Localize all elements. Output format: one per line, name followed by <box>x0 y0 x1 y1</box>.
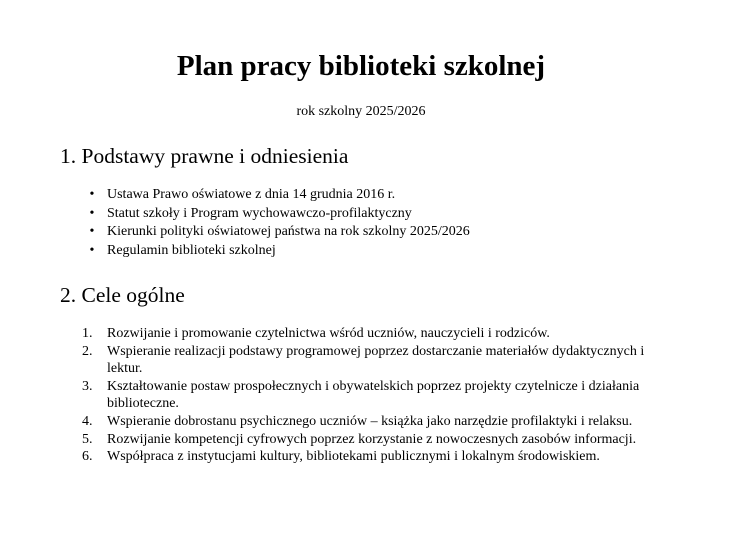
bullet-icon: • <box>89 242 95 258</box>
item-number: 5. <box>82 431 93 447</box>
list-item <box>89 242 470 261</box>
list-item-text: Wspieranie dobrostanu psychicznego uczniów – książka jako narzędzie profilaktyki i relaksu. <box>107 413 633 429</box>
bullet-icon: • <box>89 224 95 239</box>
list-item <box>89 205 470 224</box>
general-goals-list <box>82 325 667 466</box>
item-number: 4. <box>82 413 93 429</box>
list-item-text: Ustawa Prawo oświatowe z dnia 14 grudnia 2016 r. <box>107 187 396 202</box>
list-item <box>89 223 470 242</box>
bullet-icon: • <box>89 205 95 221</box>
item-number: 1. <box>82 326 93 341</box>
section-title: Cele ogólne <box>81 283 185 307</box>
list-item-text: Wspieranie realizacji podstawy programowej poprzez dostarczanie materiałów dydaktycznych i lektur. <box>107 343 645 377</box>
list-item-text: Rozwijanie i promowanie czytelnictwa wśród uczniów, nauczycieli i rodziców. <box>107 326 550 341</box>
list-item <box>82 325 667 343</box>
document-title: Plan pracy biblioteki szkolnej <box>176 50 546 82</box>
list-item <box>82 343 667 378</box>
list-item-text: Rozwijanie kompetencji cyfrowych poprzez korzystanie z nowoczesnych zasobów informacji. <box>107 431 637 447</box>
list-item-text: Statut szkoły i Program wychowawczo-profilaktyczny <box>107 205 412 221</box>
list-item <box>82 431 667 449</box>
section-number: 1. <box>60 144 77 168</box>
list-item <box>82 378 667 413</box>
section-title: Podstawy prawne i odniesienia <box>81 144 349 168</box>
list-item-text: Kierunki polityki oświatowej państwa na rok szkolny 2025/2026 <box>107 224 470 239</box>
list-item <box>89 186 470 205</box>
legal-basis-list <box>89 186 470 260</box>
item-number: 3. <box>82 378 93 394</box>
list-item <box>82 413 667 431</box>
section-heading-general-goals <box>60 281 185 309</box>
list-item-text: Regulamin biblioteki szkolnej <box>107 242 276 258</box>
item-number: 6. <box>82 449 93 465</box>
bullet-icon: • <box>89 187 95 202</box>
list-item <box>82 448 667 466</box>
section-heading-legal-basis <box>60 142 348 170</box>
document-subtitle: rok szkolny 2025/2026 <box>296 104 426 119</box>
list-item-text: Kształtowanie postaw prospołecznych i obywatelskich poprzez projekty czytelnicze i działania biblioteczne. <box>107 378 640 412</box>
section-number: 2. <box>60 283 77 307</box>
list-item-text: Współpraca z instytucjami kultury, bibliotekami publicznymi i lokalnym środowiskiem. <box>107 449 600 465</box>
item-number: 2. <box>82 343 93 359</box>
